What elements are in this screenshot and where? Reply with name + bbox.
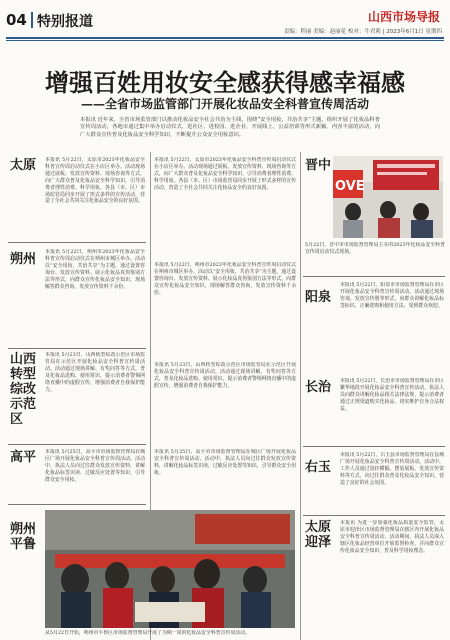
section-text-shuozhou-cont (154, 262, 296, 354)
section-separator (303, 515, 445, 516)
header-rule (6, 37, 444, 39)
section-text-zonggai: 本报讯 5月23日，山西转型综改示范区市场监管局在示范区开展化妆品安全科普宣传周活动。活动通过现场讲解、有奖问答等方式，普及化妆品选购、使用常识，提示消费者警惕网络直播中的虚假宣传，增强消费者自我保护能力。 (45, 352, 145, 393)
section-label-zonggai: 山西 转型 综改 示范 区 (10, 352, 37, 427)
caption-pinglu: 从5月22日开始，朔州市平鲁区市场监督管理局开展了为期一周的化妆品安全科普宣传周活动。 (45, 630, 250, 636)
section-text-gaoping: 本报讯 5月25日，高平市市场监督管理局在城区广场开展化妆品安全科普宣传周活动。活动中，执法人员向过往群众发放宣传资料，讲解化妆品标签识读、过敏反应处置等知识，引导群众安全用妆。 (45, 449, 145, 483)
section-label-yingze: 太原 迎泽 (305, 520, 332, 550)
newspaper-name: 山西市场导报 (367, 10, 440, 24)
section-text-shuozhou: 本报讯 5月22日，朔州市2023年化妆品安全科普宣传周启动仪式在朔州市城区举办。活动以“安全用妆，共治共享”为主题，通过设置咨询台、发放宣传资料、展示化妆品真伪鉴别方法等形式，向群众宣传化妆品安全知识，现场解答群众咨询，发放宣传资料千余份。 (45, 249, 145, 290)
subheadline: ——全省市场监管部门开展化妆品安全科普宣传周活动 (80, 97, 369, 111)
section-separator (303, 276, 445, 277)
section-separator (8, 242, 146, 243)
section-label-youyu: 右玉 (305, 460, 332, 475)
photo-pinglu-image (45, 510, 295, 628)
lead-paragraph: 本报讯 近年来，全省市场监管部门以推动化妆品安全社会共治为主线，围绕“安全用妆，共治共享”主题，组织开展了化妆品科普宣传周活动，各地市通过集中举办启动仪式、进社区、进校园、进企业、开展线上、公益培训等形式新颖、内容丰富的活动，向广大群众宣传普及化妆品安全科学知识，不断提升公众安全用妆意识。 (80, 117, 380, 138)
section-text-youyu: 本报讯 5月22日，右玉县市场监督管理局在县城广场开展化妆品安全科普宣传周活动。活动中，工作人员通过悬挂横幅、摆放展板、发放宣传资料等方式，向过往群众普及化妆品安全知识，营造了良好的社会氛围。 (340, 452, 444, 486)
header-rule-thin (6, 40, 444, 41)
continued-text: 本报讯 5月22日，朔州市2023年化妆品安全科普宣传周启动仪式在朔州市城区举办。活动以“安全用妆，共治共享”为主题，通过设置咨询台、发放宣传资料、展示化妆品真伪鉴别方法等形式，向群众宣传化妆品安全知识，现场解答群众咨询，发放宣传资料千余份。 (154, 262, 296, 296)
section-label-shuozhou: 朔州 (10, 252, 37, 267)
editor-meta: 责编：程丽 美编：赵丽花 校对：牛君莉 | 2023年6月1日 星期四 (283, 29, 442, 35)
section-label-taiyuan: 太原 (10, 158, 37, 173)
section-title: 特别报道 (37, 14, 93, 30)
continued-text: 本报讯 5月25日，高平市市场监督管理局在城区广场开展化妆品安全科普宣传周活动。活动中，执法人员向过往群众发放宣传资料，讲解化妆品标签识读、过敏反应处置等知识，引导群众安全用妆。 (154, 449, 296, 476)
section-separator (8, 348, 146, 349)
column-divider (300, 152, 301, 640)
page-header (0, 0, 450, 40)
section-text-taiyuan-cont (154, 157, 296, 255)
section-label-gaoping: 高平 (10, 450, 37, 465)
continued-text: 本报讯 5月22日，太原市2023年化妆品安全科普宣传周启动仪式在小店区举办。活动现场通过展板、发放宣传资料、现场咨询等方式，向广大群众普及化妆品安全科学知识，引导消费者理性消费、科学用妆。各县（市、区）市场监管局同步开展了形式多样的宣传活动，营造了全社会共同关注化妆品安全的良好氛围。 (154, 157, 296, 191)
section-label-yangquan: 阳泉 (305, 290, 332, 305)
section-separator (8, 504, 146, 505)
section-label-pinglu: 朔州 平鲁 (10, 522, 37, 552)
headline: 增强百姓用妆安全感获得感幸福感 (45, 69, 405, 97)
page-number: 04 (6, 11, 27, 29)
photo-pinglu (45, 510, 295, 628)
section-text-gaoping-cont (154, 449, 296, 501)
caption-jinzhong: 5月22日，晋中市市场监督管理局主办的2023年化妆品安全科普宣传周启动仪式现场。 (305, 242, 445, 255)
section-text-taiyuan: 本报讯 5月22日，太原市2023年化妆品安全科普宣传周启动仪式在小店区举办。活动现场通过展板、发放宣传资料、现场咨询等方式，向广大群众普及化妆品安全科学知识，引导消费者理性消费、科学用妆。各县（市、区）市场监管局同步开展了形式多样的宣传活动，营造了全社会共同关注化妆品安全的良好氛围。 (45, 157, 145, 205)
banner-text: OVE (335, 179, 365, 194)
photo-jinzhong (333, 156, 443, 238)
section-text-changzhi: 本报讯 5月22日，长治市市场监督管理局在市区繁华地段开展化妆品安全科普宣传活动。执法人员向群众讲解化妆品相关法律法规，提示消费者通过正规渠道购买化妆品，切实维护自身合法权益。 (340, 378, 444, 412)
section-text-yangquan: 本报讯 5月22日，阳泉市市场监督管理局在市区开展化妆品安全科普宣传周活动。活动通过现场咨询、发放宣传册等形式，向群众讲解化妆品标签标识、正确选购和使用方法，受到群众欢迎。 (340, 282, 444, 309)
section-text-zonggai-cont (154, 362, 296, 442)
photo-jinzhong-image (333, 156, 443, 238)
section-text-yingze: 本报讯 为进一步加强化妆品质量安全监管，太原市迎泽区市场监督管理局在辖区内开展化妆品安全科普宣传周活动。活动期间，执法人员深入辖区化妆品经营单位开展监督检查，并向群众宣传化妆品安全知识，普及科学用妆理念。 (340, 520, 444, 554)
section-separator (8, 444, 146, 445)
section-separator (303, 446, 445, 447)
header-divider (31, 12, 33, 28)
section-label-changzhi: 长治 (305, 380, 332, 395)
continued-text: 本报讯 5月23日，山西转型综改示范区市场监管局在示范区开展化妆品安全科普宣传周活动。活动通过现场讲解、有奖问答等方式，普及化妆品选购、使用常识，提示消费者警惕网络直播中的虚假宣传，增强消费者自我保护能力。 (154, 362, 296, 389)
section-label-jinzhong: 晋中 (305, 158, 332, 173)
